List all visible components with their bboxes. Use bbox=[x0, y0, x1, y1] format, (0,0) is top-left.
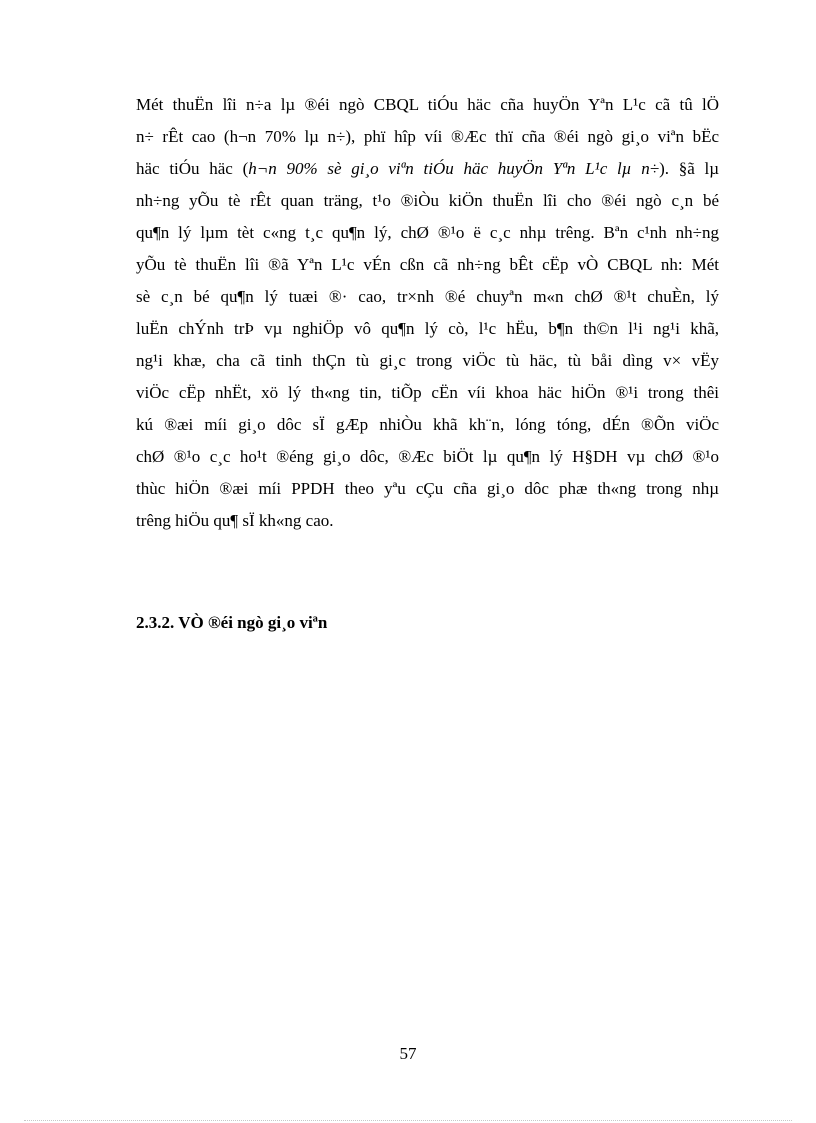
paragraph-line: yÕu tè thuËn lîi ®ã Yªn L¹c vÉn cßn cã nh÷ng bÊt cËp vÒ CBQL nh: Mét bbox=[136, 255, 719, 274]
paragraph-line: n÷ rÊt cao (h¬n 70% lµ n÷), phï hîp víi ®Æc thï cña ®éi ngò gi¸o viªn bËc bbox=[136, 127, 719, 146]
paragraph-line: Mét thuËn lîi n÷a lµ ®éi ngò CBQL tiÓu häc cña huyÖn Yªn L¹c cã tû lÖ bbox=[136, 95, 719, 114]
paragraph-line: nh÷ng yÕu tè rÊt quan träng, t¹o ®iÒu kiÖn thuËn lîi cho ®éi ngò c¸n bé bbox=[136, 191, 719, 210]
italic-note: h¬n 90% sè gi¸o viªn tiÓu häc huyÖn Yªn L¹c lµ n÷ bbox=[248, 159, 660, 178]
paragraph-line: chØ ®¹o c¸c ho¹t ®éng gi¸o dôc, ®Æc biÖt lµ qu¶n lý H§DH vµ chØ ®¹o bbox=[136, 447, 719, 466]
page-bottom-divider bbox=[24, 1120, 792, 1121]
section-heading: 2.3.2. VÒ ®éi ngò gi¸o viªn bbox=[136, 613, 328, 632]
paragraph-line: thùc hiÖn ®æi míi PPDH theo yªu cÇu cña gi¸o dôc phæ th«ng trong nhµ bbox=[136, 479, 719, 498]
paragraph-line bbox=[136, 153, 719, 185]
paragraph-line: kú ®æi míi gi¸o dôc sÏ gÆp nhiÒu khã kh¨n, lóng tóng, dÉn ®Õn viÖc bbox=[136, 415, 719, 434]
paragraph-line: viÖc cËp nhËt, xö lý th«ng tin, tiÕp cËn víi khoa häc hiÖn ®¹i trong thêi bbox=[136, 383, 719, 402]
paragraph-line: ng¹i khæ, cha cã tinh thÇn tù gi¸c trong viÖc tù häc, tù båi dìng v× vËy bbox=[136, 351, 719, 370]
paragraph-line: trêng hiÖu qu¶ sÏ kh«ng cao. bbox=[136, 511, 334, 530]
page-number: 57 bbox=[399, 1044, 417, 1063]
paragraph-line: qu¶n lý lµm tèt c«ng t¸c qu¶n lý, chØ ®¹o ë c¸c nhµ trêng. Bªn c¹nh nh÷ng bbox=[136, 223, 719, 242]
paragraph-line-end: ). §ã lµ bbox=[659, 159, 719, 178]
paragraph-line: sè c¸n bé qu¶n lý tuæi ®· cao, tr×nh ®é chuyªn m«n chØ ®¹t chuÈn, lý bbox=[136, 287, 719, 306]
paragraph-line: luËn chÝnh trÞ vµ nghiÖp vô qu¶n lý cò, l¹c hËu, b¶n th©n l¹i ng¹i khã, bbox=[136, 319, 719, 338]
body-paragraph bbox=[136, 89, 719, 537]
paragraph-line-start: häc tiÓu häc ( bbox=[136, 159, 249, 178]
